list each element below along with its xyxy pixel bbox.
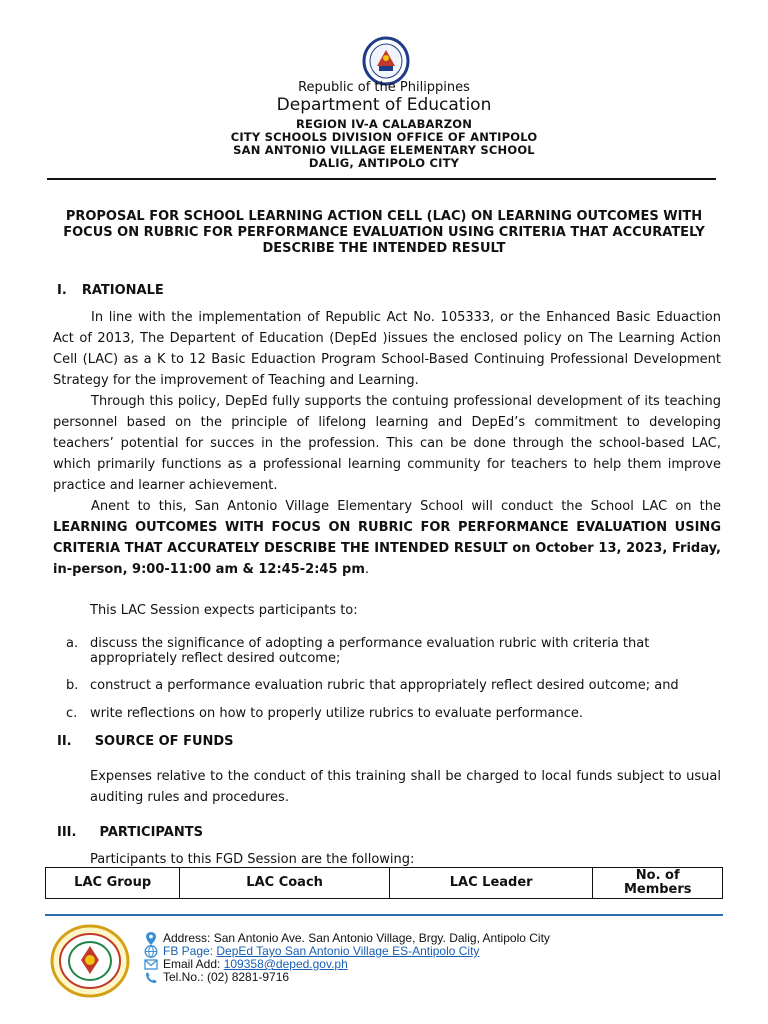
email-label: Email Add:: [163, 957, 224, 971]
list-marker: b.: [66, 678, 79, 693]
school-line: SAN ANTONIO VILLAGE ELEMENTARY SCHOOL: [233, 143, 535, 157]
address-text: Address: San Antonio Ave. San Antonio Village, Brgy. Dalig, Antipolo City: [163, 931, 550, 945]
deped-seal-logo: [357, 36, 415, 86]
rationale-paragraph-1: [53, 307, 721, 391]
globe-icon: [144, 945, 158, 958]
list-marker: c.: [66, 706, 78, 721]
paragraph-text: In line with the implementation of Republic Act No. 105333, or the Enhanced Basic Eduaction Act of 2013, The Departent of Education (DepEd )issues the enclosed policy on The Learning Action Cell (LAC) as a K to 12 Basic Eduaction Program School-Based Continuing Professional Development Strategy for the improvement of Teaching and Learning.: [53, 310, 721, 388]
section-title: RATIONALE: [81, 283, 164, 298]
section-heading-rationale: [57, 283, 164, 298]
section-number: III.: [57, 825, 77, 840]
location-pin-icon: [144, 932, 158, 945]
table-header-cell: LAC Coach: [180, 868, 390, 899]
footer-telephone: [163, 971, 289, 984]
session-details: LEARNING OUTCOMES WITH FOCUS ON RUBRIC FOR PERFORMANCE EVALUATION USING CRITERIA THAT ACCURATELY DESCRIBE THE INTENDED RESULT on October 13, 2023, Friday, in-person, 9:00-11:00 am & 12:45-2:45 pm: [53, 520, 721, 577]
paragraph-text: Anent to this, San Antonio Village Elementary School will conduct the School LAC on the: [91, 499, 721, 514]
table-header-row: [46, 868, 723, 899]
section-heading-funds: [57, 734, 234, 749]
email-link[interactable]: 109358@deped.gov.ph: [223, 957, 348, 971]
rationale-paragraph-3: [53, 496, 721, 580]
city-line: DALIG, ANTIPOLO CITY: [308, 156, 460, 170]
section-title: PARTICIPANTS: [99, 825, 203, 840]
header-divider: [47, 178, 716, 180]
division-line: CITY SCHOOLS DIVISION OFFICE OF ANTIPOLO: [230, 130, 538, 144]
facebook-page-link[interactable]: DepEd Tayo San Antonio Village ES-Antipolo City: [216, 944, 480, 958]
list-text: write reflections on how to properly utilize rubrics to evaluate performance.: [90, 706, 584, 721]
proposal-title: PROPOSAL FOR SCHOOL LEARNING ACTION CELL (LAC) ON LEARNING OUTCOMES WITH FOCUS ON RUBRIC FOR PERFORMANCE EVALUATION USING CRITERIA THAT ACCURATELY DESCRIBE THE INTENDED RESULT: [63, 209, 705, 256]
table-header-cell: LAC Group: [46, 868, 180, 899]
list-marker: a.: [66, 636, 79, 651]
department-name: Department of Education: [276, 95, 492, 115]
list-text: construct a performance evaluation rubric that appropriately reflect desired outcome; and: [90, 678, 679, 693]
section-title: SOURCE OF FUNDS: [94, 734, 234, 749]
participants-table: [45, 867, 723, 899]
footer-divider: [45, 914, 723, 916]
participants-intro: Participants to this FGD Session are the following:: [90, 852, 415, 867]
list-text: discuss the significance of adopting a performance evaluation rubric with criteria that appropriately reflect desired outcome;: [90, 636, 650, 666]
republic-line: Republic of the Philippines: [298, 80, 470, 95]
section-heading-participants: [57, 825, 203, 840]
rationale-paragraph-2: [53, 391, 721, 496]
facebook-label: FB Page:: [163, 944, 217, 958]
school-seal-logo: [50, 924, 130, 998]
paragraph-end: .: [364, 562, 370, 577]
funds-paragraph: Expenses relative to the conduct of this training shall be charged to local funds subject to usual auditing rules and procedures.: [90, 769, 721, 805]
table-header-cell: No. of Members: [593, 868, 723, 899]
section-number: II.: [57, 734, 72, 749]
section-number: I.: [57, 283, 67, 298]
phone-icon: [144, 971, 158, 984]
envelope-icon: [144, 958, 158, 971]
table-header-cell: LAC Leader: [389, 868, 593, 899]
region-line: REGION IV-A CALABARZON: [295, 117, 473, 131]
paragraph-text: Through this policy, DepEd fully supports the contuing professional development of its teaching personnel based on the principle of lifelong learning and DepEd’s commitment to developing teachers’ potential for succes in the profession. This can be done through the school-based LAC, which primarily functions as a professional learning community for teachers to help them improve practice and learner achievement.: [53, 394, 721, 493]
telephone-text: Tel.No.: (02) 8281-9716: [163, 970, 290, 984]
expectations-intro: This LAC Session expects participants to:: [90, 603, 358, 618]
